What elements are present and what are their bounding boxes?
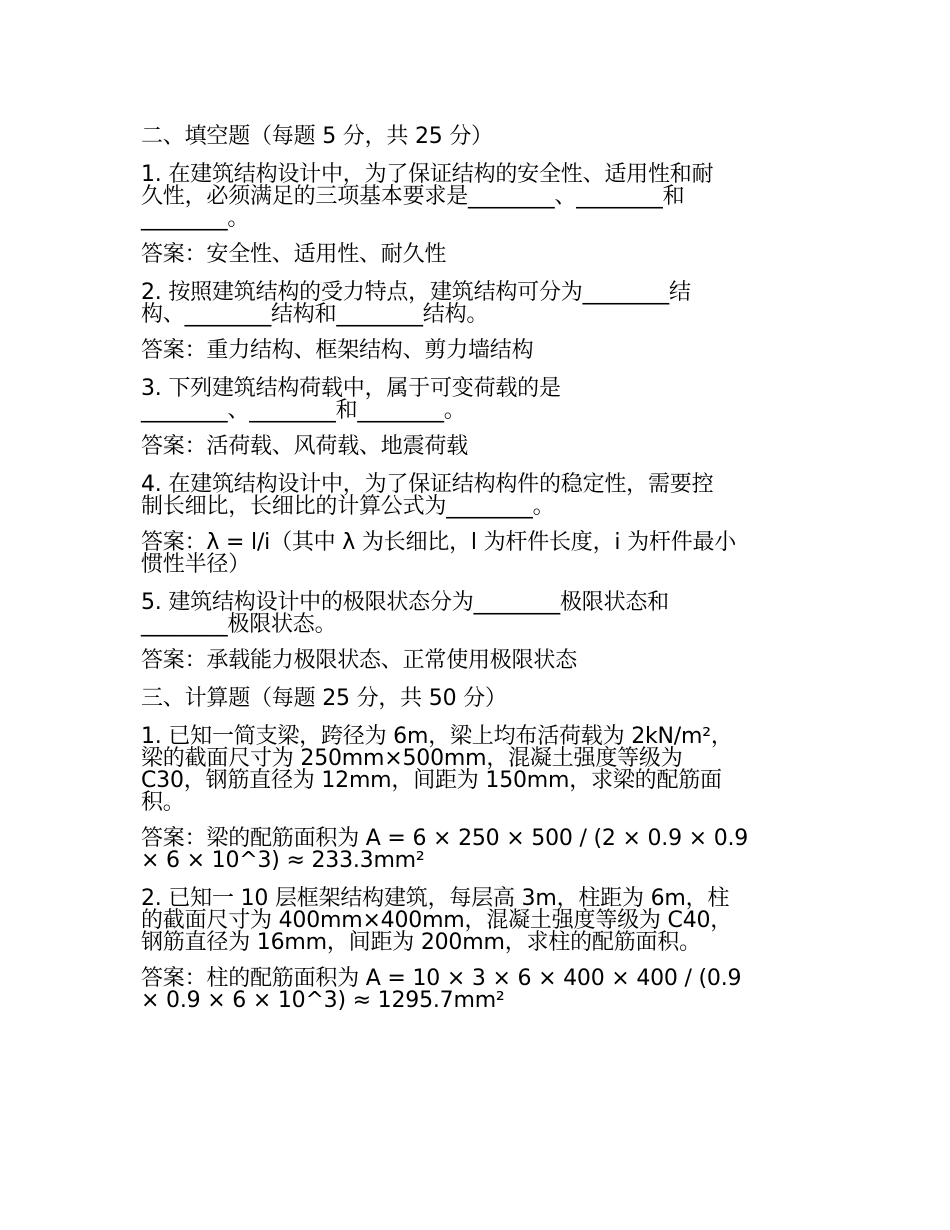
- question-line: 2. 按照建筑结构的受力特点，建筑结构可分为________结: [141, 280, 691, 305]
- question-4: [141, 474, 809, 518]
- question-line: 2. 已知一 10 层框架结构建筑，每层高 3m，柱距为 6m，柱: [141, 886, 730, 911]
- answer-1: [141, 244, 809, 266]
- answer-2: [141, 340, 809, 362]
- answer-line: 答案：承载能力极限状态、正常使用极限状态: [141, 648, 578, 673]
- answer-line: 答案：活荷载、风荷载、地震荷载: [141, 434, 469, 459]
- question-line: 4. 在建筑结构设计中，为了保证结构构件的稳定性，需要控: [141, 472, 714, 497]
- question-line: 钢筋直径为 16mm，间距为 200mm，求柱的配筋面积。: [141, 930, 701, 955]
- answer-line: 答案：柱的配筋面积为 A = 10 × 3 × 6 × 400 × 400 / (0.9: [141, 966, 742, 991]
- answer-5: [141, 650, 809, 672]
- question-line: C30，钢筋直径为 12mm，间距为 150mm，求梁的配筋面: [141, 768, 722, 793]
- question-line: 久性，必须满足的三项基本要求是________、________和: [141, 184, 685, 209]
- answer-line: × 0.9 × 6 × 10^3) ≈ 1295.7mm²: [141, 988, 505, 1013]
- question-line: ________、________和________。: [141, 398, 466, 423]
- question-line: ________。: [141, 206, 250, 231]
- answer-line: 答案：重力结构、框架结构、剪力墙结构: [141, 338, 534, 363]
- question-line: 3. 下列建筑结构荷载中，属于可变荷载的是: [141, 376, 561, 401]
- answer-line: 惯性半径）: [141, 552, 251, 577]
- question-line: 5. 建筑结构设计中的极限状态分为________极限状态和: [141, 590, 669, 615]
- question-line: 构、________结构和________结构。: [141, 302, 489, 327]
- question-line: ________极限状态。: [141, 612, 337, 637]
- question-1: [141, 164, 809, 230]
- question-line: 积。: [141, 790, 185, 815]
- heading-text: 二、填空题（每题 5 分，共 25 分）: [141, 124, 493, 149]
- answer-4: [141, 532, 809, 576]
- section-heading-calc: [141, 688, 809, 710]
- question-line: 1. 已知一简支梁，跨径为 6m，梁上均布活荷载为 2kN/m²，: [141, 724, 733, 749]
- answer-line: 答案：λ = l/i（其中 λ 为长细比，l 为杆件长度，i 为杆件最小: [141, 530, 737, 555]
- answer-line: × 6 × 10^3) ≈ 233.3mm²: [141, 848, 425, 873]
- answer-line: 答案：梁的配筋面积为 A = 6 × 250 × 500 / (2 × 0.9 × 0.9: [141, 826, 749, 851]
- question-line: 1. 在建筑结构设计中，为了保证结构的安全性、适用性和耐: [141, 162, 714, 187]
- question-5: [141, 592, 809, 636]
- calc-answer-1: [141, 828, 809, 872]
- heading-text: 三、计算题（每题 25 分，共 50 分）: [141, 686, 507, 711]
- calc-question-1: [141, 726, 809, 814]
- question-3: [141, 378, 809, 422]
- question-line: 制长细比，长细比的计算公式为________。: [141, 494, 555, 519]
- answer-line: 答案：安全性、适用性、耐久性: [141, 242, 447, 267]
- document-page: [141, 126, 809, 1028]
- question-line: 梁的截面尺寸为 250mm×500mm，混凝土强度等级为: [141, 746, 683, 771]
- calc-question-2: [141, 888, 809, 954]
- answer-3: [141, 436, 809, 458]
- question-2: [141, 282, 809, 326]
- question-line: 的截面尺寸为 400mm×400mm，混凝土强度等级为 C40，: [141, 908, 733, 933]
- section-heading-fill-in: [141, 126, 809, 148]
- calc-answer-2: [141, 968, 809, 1012]
